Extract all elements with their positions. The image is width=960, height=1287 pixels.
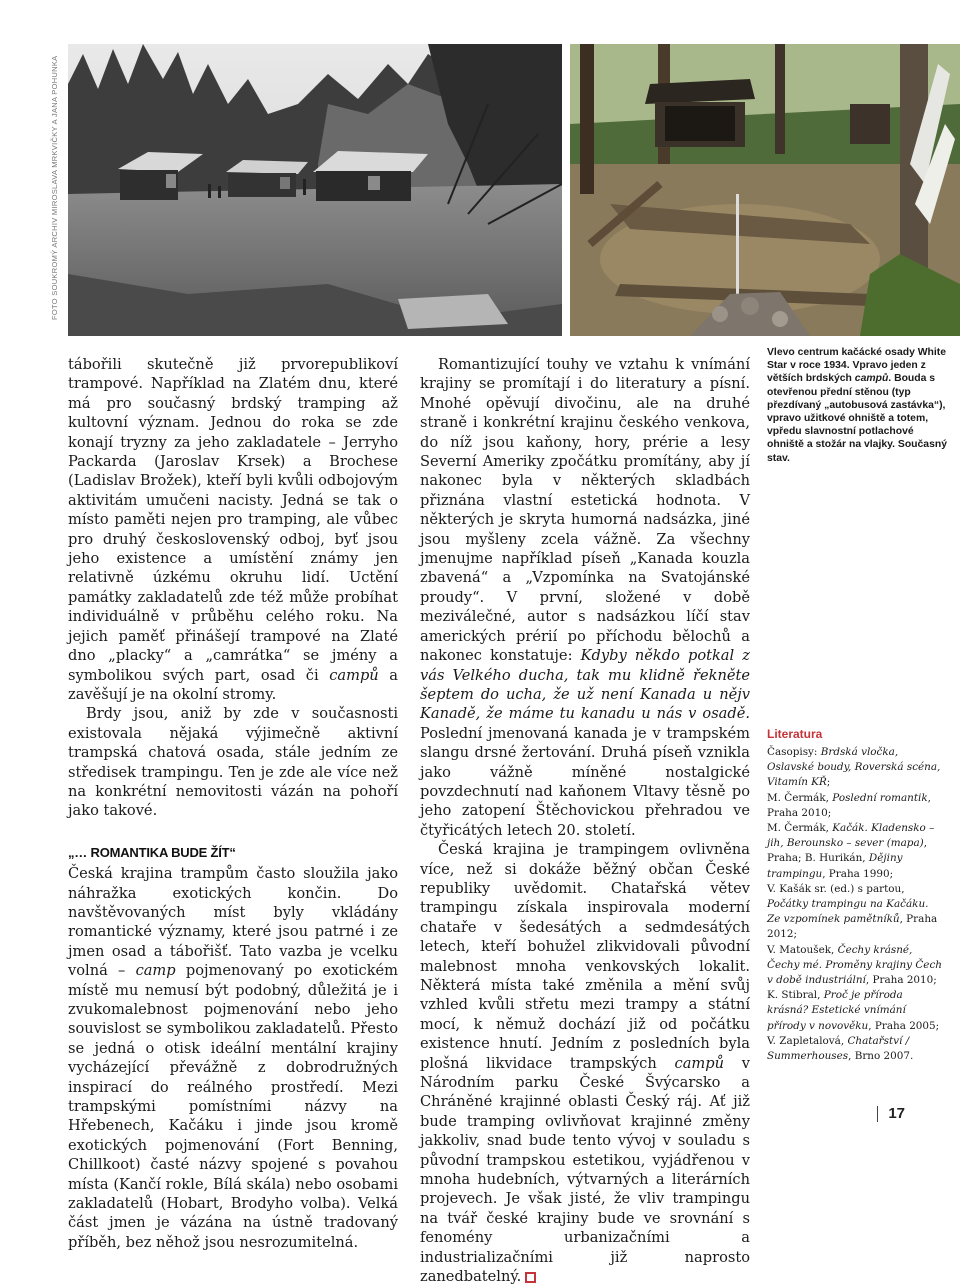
literature-item: V. Zapletalová, Chatařství / Summerhouses, Brno 2007. bbox=[767, 1034, 914, 1063]
literature-item: Časopisy: Brdská vločka, Oslavské boudy, Roverská scéna, Vitamín KŘ; bbox=[767, 746, 941, 789]
photo-credit: FOTO SOUKROMÝ ARCHIV MIROSLAVA MRKVIČKY A JANA POHUNKA bbox=[50, 55, 59, 320]
literature-item: M. Čermák, Kačák. Kladensko – jih, Berounsko – sever (mapa), Praha; B. Hurikán, Dějiny trampingu, Praha 1990; bbox=[767, 822, 935, 880]
literature-item: V. Matoušek, Čechy krásné, Čechy mé. Proměny krajiny Čech v době industriální, Praha 2010; K. Stibral, Proč je příroda krásná? Estetické vnímání přírody v novověku, Praha 2005; bbox=[767, 943, 942, 1032]
section-heading: „… ROMANTIKA BUDE ŽÍT“ bbox=[68, 844, 236, 860]
paragraph: Romantizující touhy ve vztahu k vnímání krajiny se promítají i do literatury a písní. Mnohé opěvují divočinu, ale na druhé straně i konkrétní krajinu českého venkova, do níž jsou kaňony, hory, prérie a lesy Severní Ameriky zpočátku promítány, aby jí nakonec byla v některých skladbách přiznána vlastní estetická hodnota. V některých je skryta humorná nadsázka, jiné jsou myšleny zcela vážně. Za všechny jmenujme například píseň „Kanada kouzla zbavená“ a „Vzpomínka na Svatojánské proudy“. V první, složené v době meziválečné, autor s nadsázkou líčí stav amerických prérií po příchodu bělochů a nakonec konstatuje: Kdyby někdo potkal z vás Velkého ducha, tak mu klidně řekněte šeptem do ucha, že už není Kanada u nějv Kanadě, že máme tu kanadu u nás v osadě. Poslední jmenovaná kanada je v trampském slangu drsné žertování. Druhá píseň vznikla jako vážně míněné nostalgické povzdechnutí nad kaňonem Vltavy těsně po jeho zatopení Štěchovickou přehradou ve čtyřicátých letech 20. století. bbox=[420, 356, 750, 839]
article-column-1 bbox=[68, 355, 398, 1252]
paragraph: Česká krajina je trampingem ovlivněna více, než si dokáže běžný občan České republiky uvědomit. Chatařská větev trampingu získala inspirovala moderní chataře v šedesátých a sedmdesátých letech, kteří bohužel zlikvidovali původní malebnost mnoha venkovských lokalit. Některá místa také změnila a mění svůj vzhled kvůli střetu mezi trampy a státní mocí, k němuž dochází již od počátku existence hnutí. Jedním z posledních byla plošná likvidace trampských campů v Národním parku České Švýcarsko a Chráněné krajinné oblasti Český ráj. Ať již bude tramping ovlivňovat krajinné změny jakkoliv, snad bude tento vývoj v souladu s původní trampskou estetikou, vyjádřenou v mnoha hudebních, výtvarných a literárních projevech. Je však jisté, že vliv trampingu na tvář české krajiny bude ve srovnání s fenomény urbanizačními a industrializačními již naprosto zanedbatelný. bbox=[420, 841, 750, 1286]
page-footer bbox=[877, 1105, 905, 1122]
article-column-2 bbox=[420, 355, 750, 1287]
paragraph: tábořili skutečně již prvorepublikoví trampové. Například na Zlatém dnu, které má pro současný brdský tramping až kultovní význam. Jednou do roka se zde konají tryzny za jeho zakladatele – Jerryho Packarda (Jaroslav Krsek) a Brochese (Ladislav Brožek), kteří byli kvůli odbojovým aktivitám umučeni nacisty. Jedná se tak o místo paměti nejen pro tramping, ale vůbec pro druhý československý odboj, byť jsou jeho existence a umístění známy jen relativně úzkému okruhu lidí. Uctění památky zakladatelů zde též může probíhat individuálně v průběhu celého roku. Na jejich paměť přinášejí trampové na Zlaté dno „placky“ a „camrátka“ se jmény a symbolikou svých part, osad či campů a zavěšují je na okolní stromy. bbox=[68, 356, 399, 703]
page-number: 17 bbox=[888, 1105, 905, 1122]
literature-list bbox=[767, 745, 942, 1064]
photo-white-star-1934 bbox=[68, 44, 562, 336]
paragraph: Česká krajina trampům často sloužila jako náhražka exotických končin. Do navštěvovaných míst byly vkládány romantické významy, které jsou patrné i ze jmen osad a tábořišť. Tato vazba je vcelku volná – camp pojmenovaný po exotickém místě mu nemusí být podobný, důležitá je i zvukomalebnost pojmenování nebo jeho souvislost se symbolikou zakladatelů. Přesto se jedná o otisk ideální mentální krajiny vycházející převážně z dobrodružných inspirací do reálného prostředí. Mezi trampskými pomístními názvy na Hřebenech, Kačáku i jinde jsou kromě exotických pojmenování (Fort Benning, Chillkoot) časté názvy spojené s povahou místa (Kančí rokle, Bílá skála) nebo osobami zakladatelů (Hobart, Brodyho volba). Velká část jmen je vázána na ústně tradovaný příběh, bez něhož jsou nesrozumitelná. bbox=[68, 865, 399, 1251]
end-square-icon bbox=[525, 1272, 536, 1283]
photo-caption: Vlevo centrum kačácké osady White Star v roce 1934. Vpravo jeden z větších brdských campů. Bouda s otevřenou přední stěnou (typ přezdívaný „autobusová zastávka“), vpravo užitkové ohniště a totem, vpředu slavnostní potlachové ohniště a stožár na vlajky. Současný stav. bbox=[767, 347, 947, 464]
literature-item: M. Čermák, Poslední romantik, Praha 2010; bbox=[767, 791, 931, 819]
paragraph: Brdy jsou, aniž by zde v současnosti existovala nějaká výjimečně aktivní trampská chatová osada, stále jedním ze středisek trampingu. Ten je zde ale více než na konkrétní nemovitosti vázán na pohoří jako takové. bbox=[68, 705, 398, 820]
footer-divider bbox=[877, 1106, 878, 1122]
literature-heading: Literatura bbox=[767, 727, 823, 741]
photo-current-camp bbox=[570, 44, 960, 336]
literature-item: V. Kašák sr. (ed.) s partou, Počátky trampingu na Kačáku. Ze vzpomínek pamětníků, Praha 2012; bbox=[767, 882, 938, 941]
